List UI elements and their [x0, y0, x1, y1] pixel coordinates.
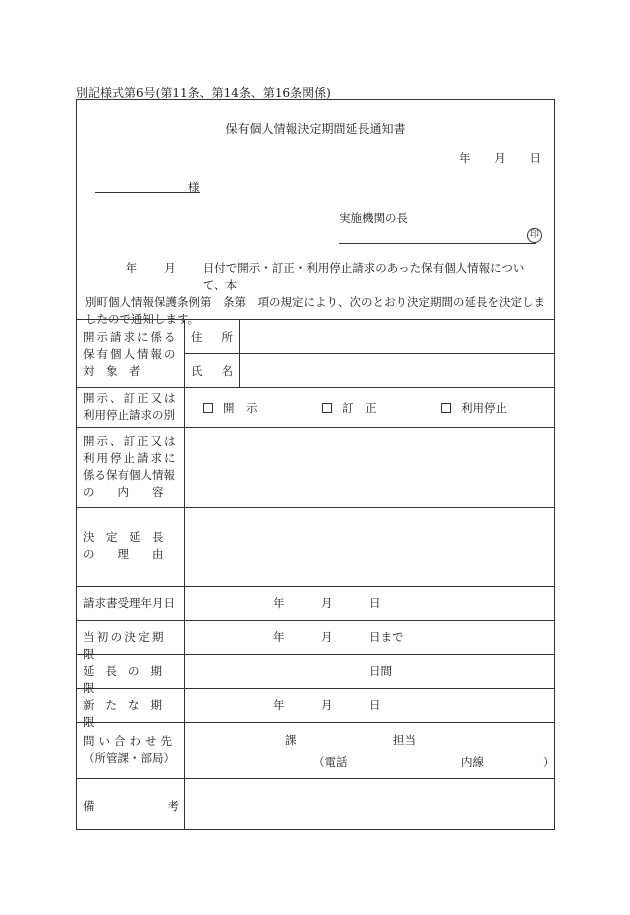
body-line-3: したので通知します。 — [85, 312, 200, 326]
option-disclosure[interactable]: 開 示 — [203, 400, 258, 416]
content-field[interactable] — [187, 429, 551, 505]
initial-month: 月 — [321, 630, 333, 644]
contact-extension: 内線 — [461, 755, 484, 769]
checkbox[interactable] — [322, 403, 332, 413]
contact-tel-close: ） — [543, 755, 555, 769]
date-month: 月 — [494, 151, 506, 165]
request-type-label: 開示、訂正又は 利用停止請求の別 — [83, 391, 178, 422]
body-text-1: 日付で開示・訂正・利用停止請求のあった保有個人情報について、本 — [202, 261, 525, 292]
received-year: 年 — [273, 596, 285, 610]
remarks-field[interactable] — [187, 780, 551, 827]
body-line-2: 別町個人情報保護条例第 条第 項の規定により、次のとおり決定期間の延長を決定しま — [85, 295, 545, 309]
form-caption: 別記様式第6号(第11条、第14条、第16条関係) — [76, 86, 331, 100]
reason-field[interactable] — [187, 509, 551, 584]
address-field[interactable] — [242, 321, 550, 351]
received-month: 月 — [321, 596, 333, 610]
reason-label: 決 定 延 長 の 理 由 — [83, 530, 164, 561]
received-day: 日 — [369, 596, 381, 610]
checkbox[interactable] — [203, 403, 213, 413]
new-month: 月 — [321, 698, 333, 712]
new-day: 日 — [369, 698, 381, 712]
option-correction[interactable]: 訂 正 — [322, 400, 377, 416]
addressee-suffix: 様 — [188, 180, 200, 194]
body-year: 年 — [125, 261, 138, 275]
form-title: 保有個人情報決定期間延長通知書 — [225, 122, 406, 136]
body-month: 月 — [164, 261, 176, 275]
contact-label: 問い合わせ先 （所管課・部局） — [83, 734, 176, 765]
option-suspension[interactable]: 利用停止 — [441, 400, 507, 416]
extension-days: 日間 — [369, 664, 392, 678]
contact-tel-open: （電話 — [313, 755, 348, 769]
body-line-1 — [85, 260, 547, 294]
remarks-label: 備 考 — [83, 799, 179, 813]
initial-year: 年 — [273, 630, 285, 644]
seal-mark: 印 — [527, 228, 542, 243]
name-field[interactable] — [242, 355, 550, 385]
name-label: 氏 名 — [191, 364, 233, 378]
notice-form — [76, 99, 555, 830]
issuer-title: 実施機関の長 — [339, 211, 408, 225]
extension-label: 延長の期限 — [83, 664, 173, 695]
new-year: 年 — [273, 698, 285, 712]
contact-section: 課 — [285, 733, 297, 747]
target-label: 開示請求に係る 保有個人情報の 対 象 者 — [83, 330, 178, 378]
content-label: 開示、訂正又は 利用停止請求に 係る保有個人情報 の 内 容 — [83, 434, 178, 499]
initial-day: 日まで — [369, 630, 404, 644]
date-line — [459, 150, 541, 166]
date-year: 年 — [459, 151, 471, 165]
issuer-line — [339, 243, 536, 244]
checkbox[interactable] — [441, 403, 451, 413]
address-label: 住 所 — [191, 330, 233, 344]
addressee-line — [95, 192, 200, 193]
notice-body — [85, 260, 547, 328]
new-deadline-label: 新たな期限 — [83, 698, 173, 729]
contact-person: 担当 — [393, 733, 416, 747]
initial-deadline-label: 当初の決定期限 — [83, 630, 166, 661]
received-label: 請求書受理年月日 — [83, 596, 175, 610]
date-day: 日 — [529, 151, 541, 165]
